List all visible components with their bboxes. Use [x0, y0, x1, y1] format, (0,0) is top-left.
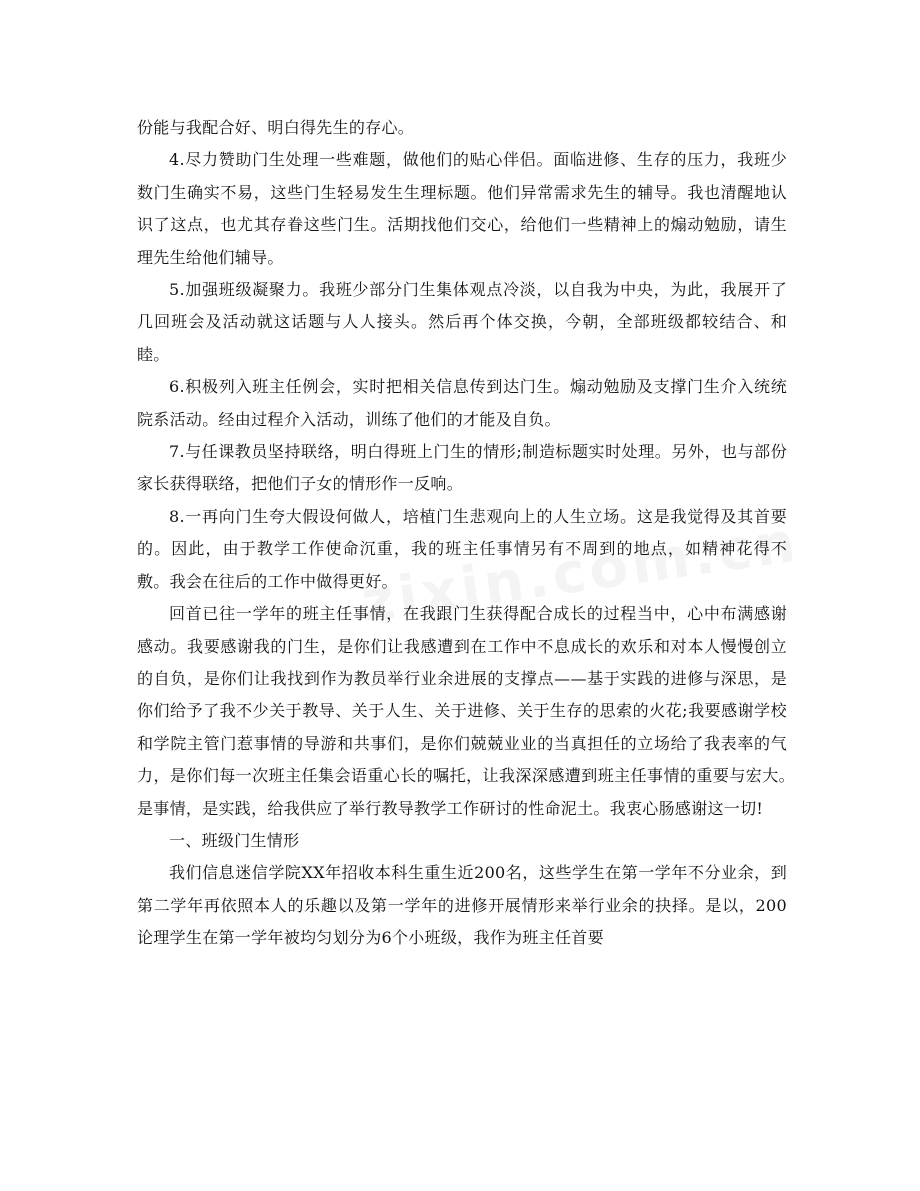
paragraph-8: 我们信息迷信学院XX年招收本科生重生近200名，这些学生在第一学年不分业余，到第二学年再依照本人的乐趣以及第一学年的进修开展情形来举行业余的抉择。是以，200论理学生在第一学年被均匀划分为6个小班级，我作为班主任首要	[137, 863, 787, 948]
section-heading: 一、班级门生情形	[169, 830, 300, 850]
paragraph-7: 回首已往一学年的班主任事情，在我跟门生获得配合成长的过程当中，心中布满感谢感动。我要感谢我的门生，是你们让我感遭到在工作中不息成长的欢乐和对本人慢慢创立的自负，是你们让我找到作为教员举行业余进展的支撑点——基于实践的进修与深思，是你们给予了我不少关于教导、关于人生、关于进修、关于生存的思索的火花;我要感谢学校和学院主管门惹事情的导游和共事们，是你们兢兢业业的当真担任的立场给了我表率的气力，是你们每一次班主任集会语重心长的嘱托，让我深深感遭到班主任事情的重要与宏大。 是事情，是实践，给我供应了举行教导教学工作研讨的性命泥土。我衷心肠感谢这一切!	[137, 604, 804, 818]
paragraph-2: 4.尽力赞助门生处理一些难题，做他们的贴心伴侣。面临进修、生存的压力，我班少数门生确实不易，这些门生轻易发生生理标题。他们异常需求先生的辅导。我也清醒地认识了这点，也尤其存眷这些门生。活期找他们交心，给他们一些精神上的煽动勉励，请生理先生给他们辅导。	[137, 150, 787, 267]
paragraph-3: 5.加强班级凝聚力。我班少部分门生集体观点冷淡，以自我为中央，为此，我展开了几回班会及活动就这话题与人人接头。然后再个体交换，今朝，全部班级都较结合、和睦。	[137, 280, 787, 364]
paragraph-6: 8.一再向门生夸大假设何做人，培植门生悲观向上的人生立场。这是我觉得及其首要的。因此，由于教学工作使命沉重，我的班主任事情另有不周到的地点，如精神花得不敷。我会在往后的工作中做得更好。	[137, 506, 787, 591]
paragraph-1: 份能与我配合好、明白得先生的存心。	[137, 118, 415, 137]
paragraph-4: 6.积极列入班主任例会，实时把相关信息传到达门生。煽动勉励及支撑门生介入统统院系活动。经由过程介入活动，训练了他们的才能及自负。	[137, 377, 787, 429]
paragraph-5: 7.与任课教员坚持联络，明白得班上门生的情形;制造标题实时处理。另外，也与部份家长获得联络，把他们子女的情形作一反响。	[137, 442, 787, 494]
document-body	[137, 112, 804, 955]
